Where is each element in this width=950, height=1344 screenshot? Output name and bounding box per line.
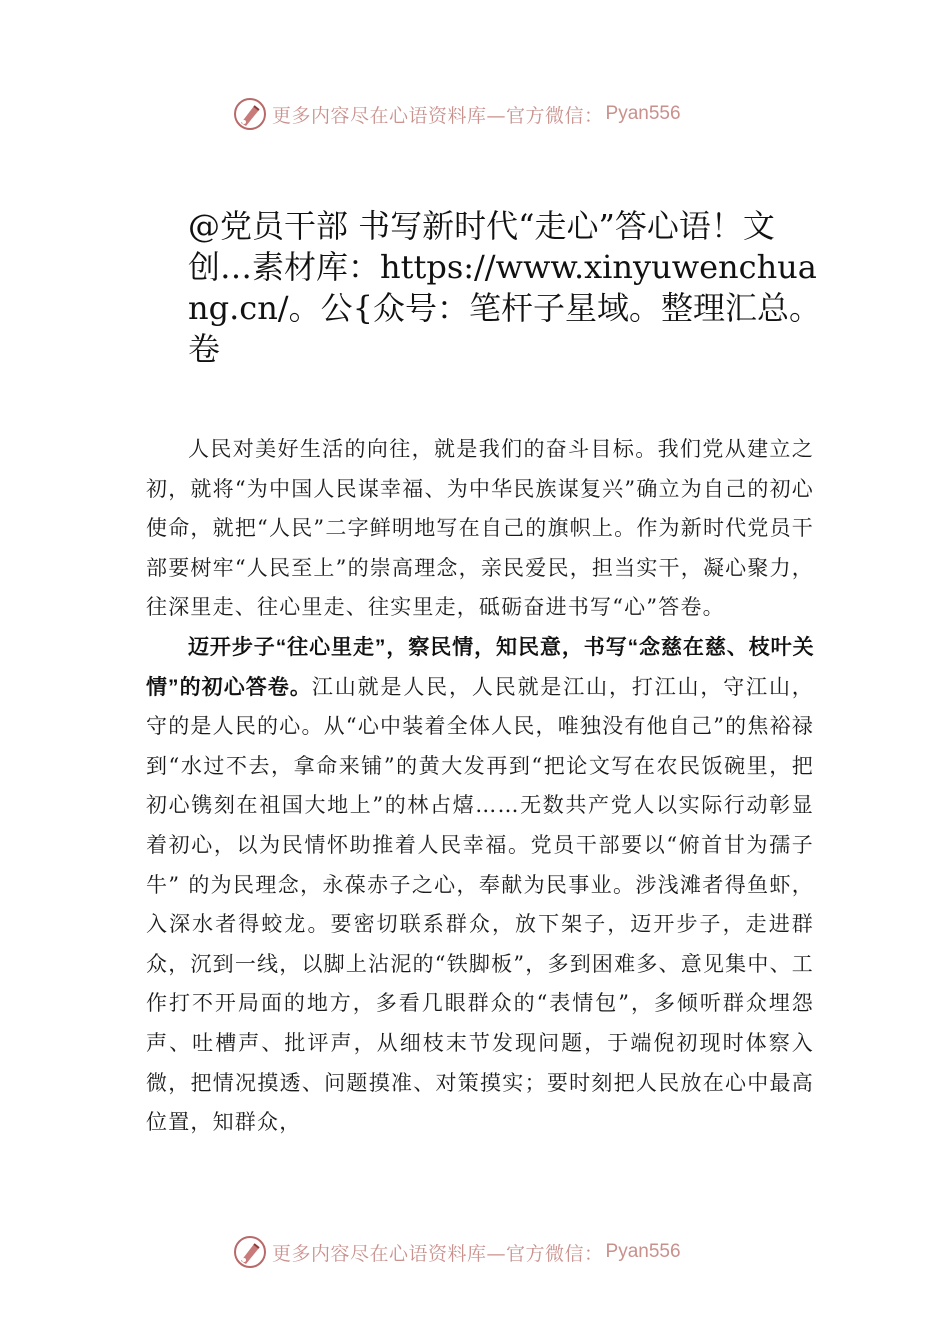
paragraph-2-lead: 迈开步子“往心里走”，察民情，知民意，书写“念慈在慈、枝叶关情”的初心答卷。 [146,635,814,699]
pen-nib-logo-icon [232,96,268,132]
watermark-wechat-id: Pyan556 [605,103,681,124]
watermark-text: 更多内容尽在心语资料库—官方微信： [272,104,604,127]
document-body [146,430,814,1143]
pen-nib-logo-icon [232,1234,268,1270]
footer-watermark [232,1232,752,1272]
paragraph-2 [146,628,814,1143]
document-title: @党员干部 书写新时代“走心”答心语！文创…素材库：https://www.xinyuwenchuang.cn/。公{众号：笔杆子星域。整理汇总。卷 [188,207,821,368]
header-watermark [232,94,752,134]
paragraph-2-text: 江山就是人民，人民就是江山，打江山，守江山，守的是人民的心。从“心中装着全体人民，唯独没有他自己”的焦裕禄到“水过不去，拿命来铺”的黄大发再到“把论文写在农民饭碗里，把初心镌刻在祖国大地上”的林占熺……无数共产党人以实际行动彰显着初心，以为民情怀助推着人民幸福。党员干部要以“俯首甘为孺子牛” 的为民理念，永葆赤子之心，奉献为民事业。涉浅滩者得鱼虾，入深水者得蛟龙。要密切联系群众，放下架子，迈开步子，走进群众，沉到一线，以脚上沾泥的“铁脚板”，多到困难多、意见集中、工作打不开局面的地方，多看几眼群众的“表情包”，多倾听群众埋怨声、吐槽声、批评声，从细枝末节发现问题，于端倪初现时体察入微，把情况摸透、问题摸准、对策摸实；要时刻把人民放在心中最高位置，知群众， [146,674,814,1135]
paragraph-1 [146,430,814,628]
watermark-wechat-id: Pyan556 [605,1241,681,1262]
paragraph-1-text: 人民对美好生活的向往，就是我们的奋斗目标。我们党从建立之初，就将“为中国人民谋幸福、为中华民族谋复兴”确立为自己的初心使命，就把“人民”二字鲜明地写在自己的旗帜上。作为新时代党员干部要树牢“人民至上”的崇高理念，亲民爱民，担当实干，凝心聚力，往深里走、往心里走、往实里走，砥砺奋进书写“心”答卷。 [146,437,814,620]
watermark-text: 更多内容尽在心语资料库—官方微信： [272,1242,604,1265]
